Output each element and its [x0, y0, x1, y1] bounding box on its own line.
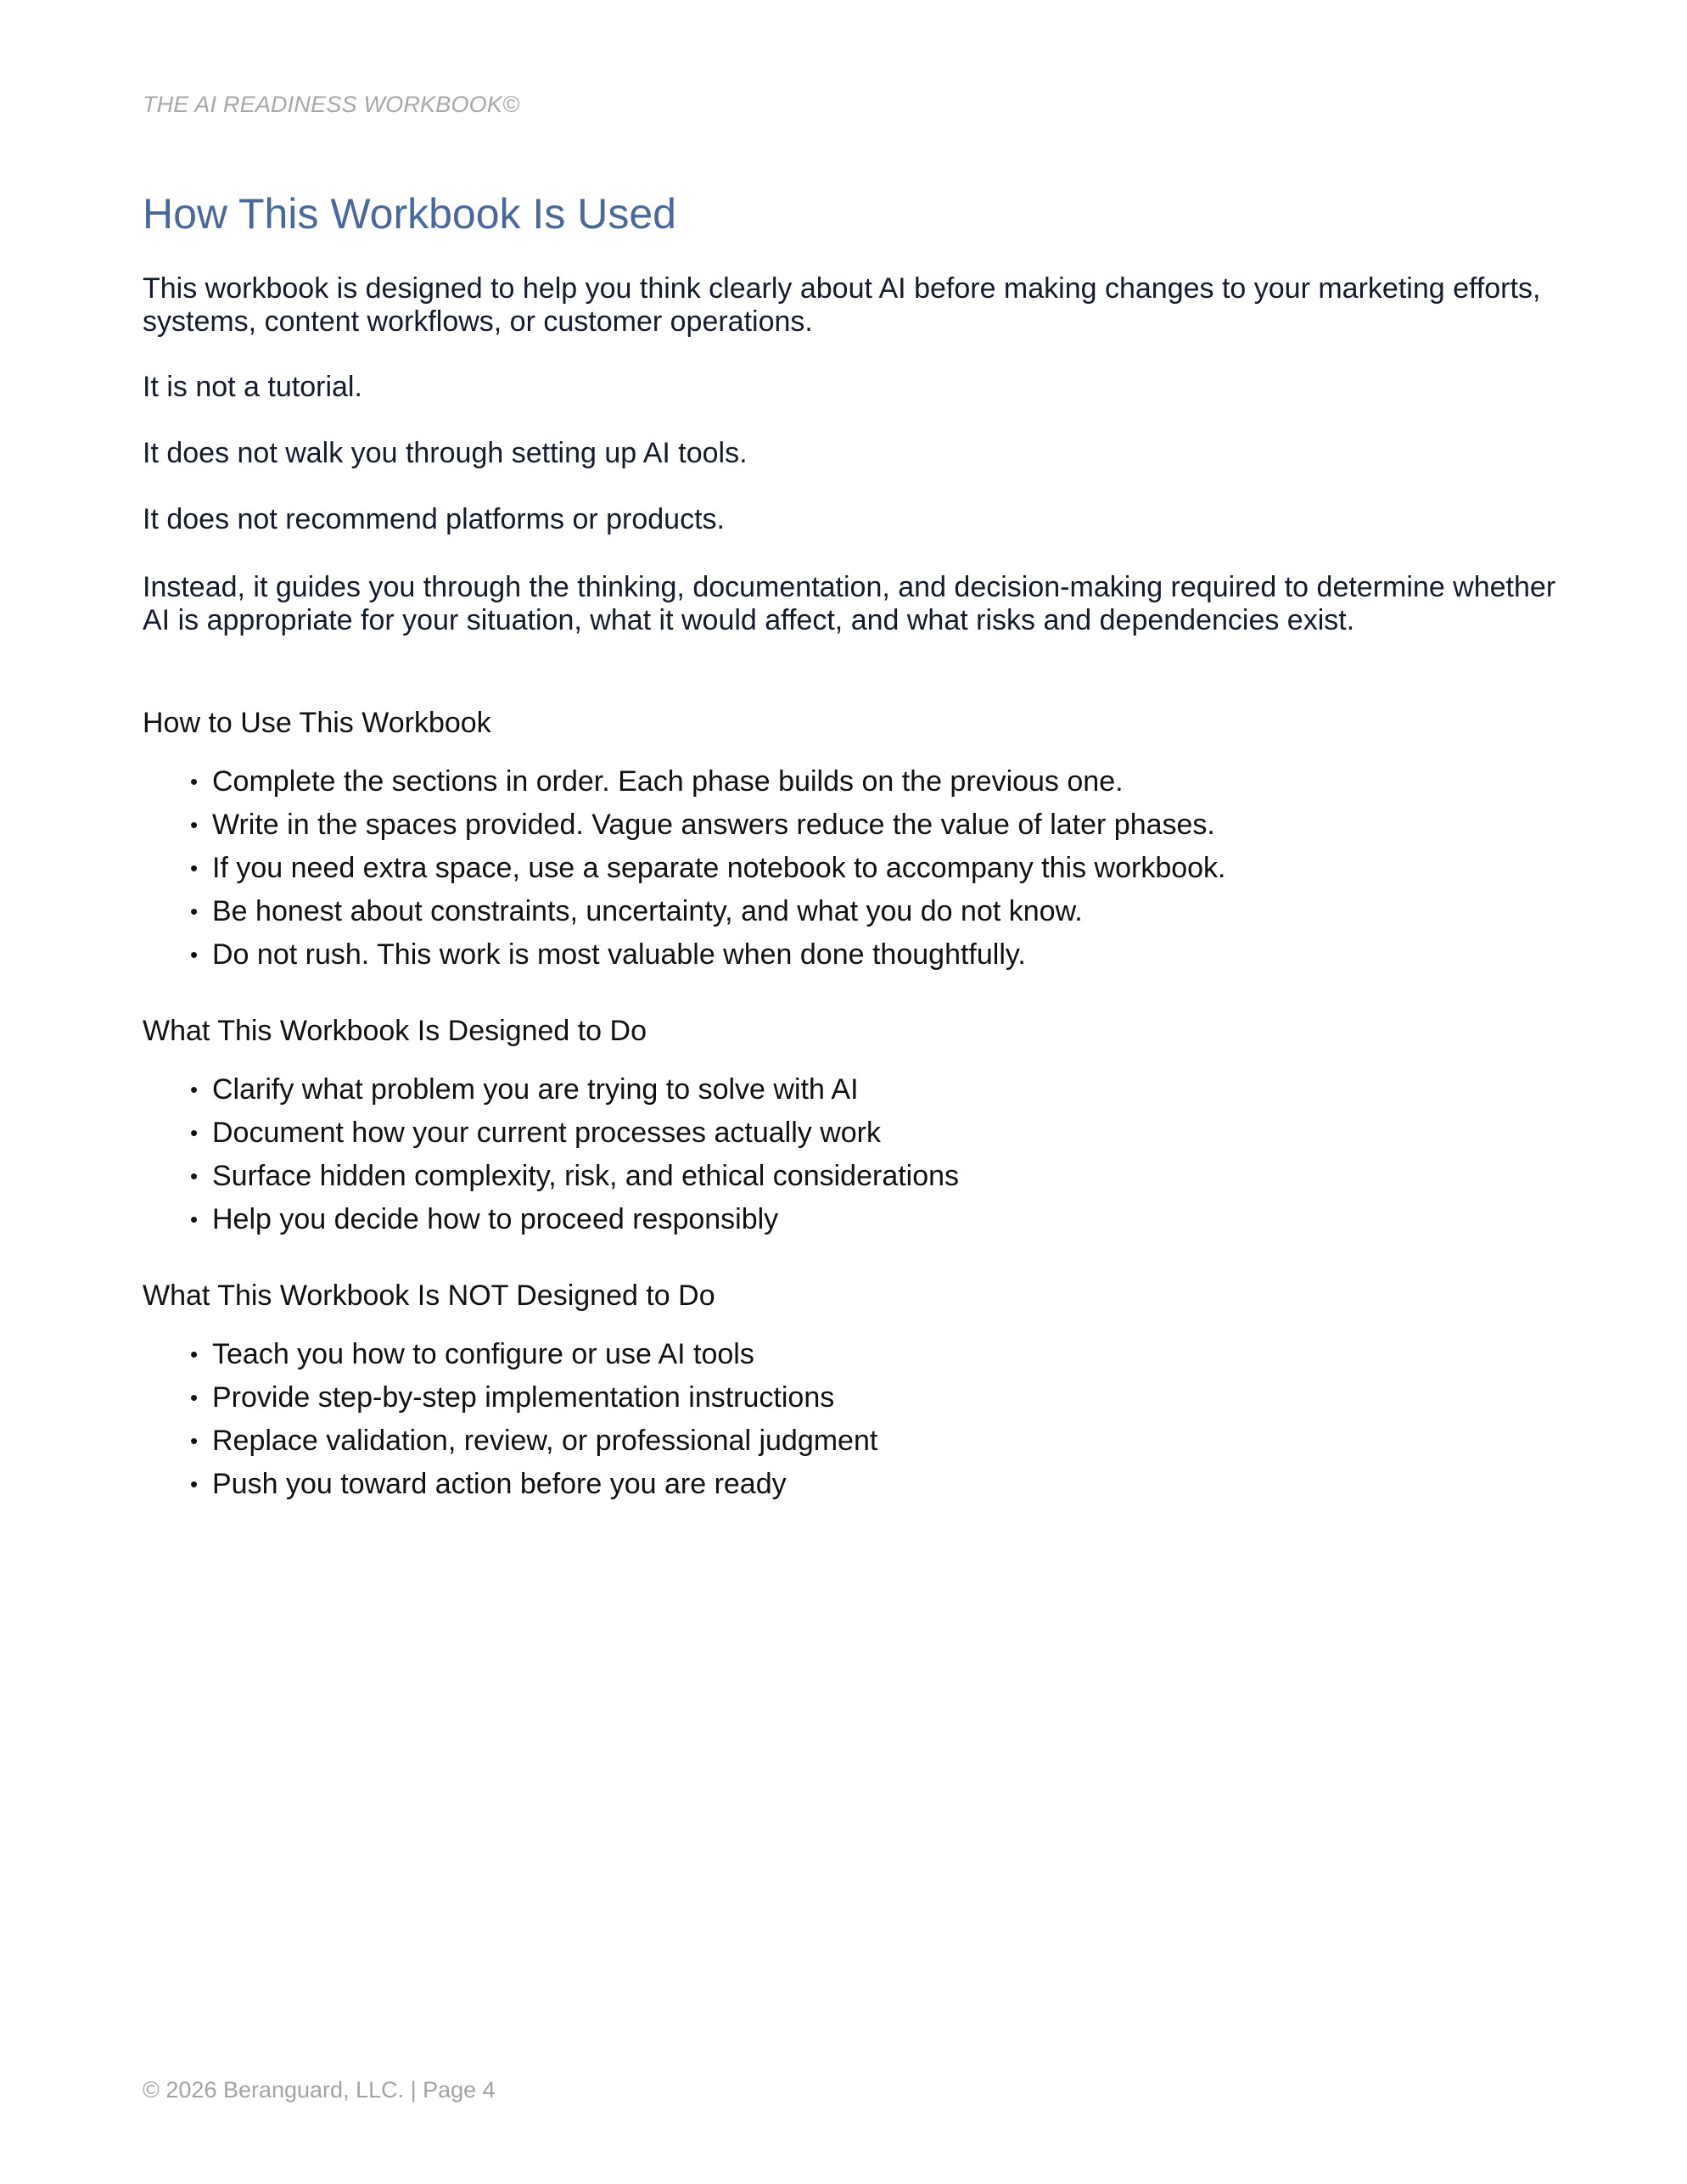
- page-title: How This Workbook Is Used: [143, 190, 676, 238]
- bullet-icon: •: [190, 1163, 199, 1189]
- list-item: • Push you toward action before you are ready: [190, 1463, 877, 1506]
- bullet-icon: •: [190, 1341, 199, 1367]
- not-recommend-statement: It does not recommend platforms or products.: [143, 503, 725, 535]
- bullet-icon: •: [190, 1385, 199, 1410]
- list-item: • Replace validation, review, or professional judgment: [190, 1420, 877, 1463]
- running-header: THE AI READINESS WORKBOOK©: [143, 92, 520, 117]
- page-footer: © 2026 Beranguard, LLC. | Page 4: [143, 2077, 496, 2103]
- list-item: • Provide step-by-step implementation instructions: [190, 1376, 877, 1420]
- list-item: • Clarify what problem you are trying to solve with AI: [190, 1068, 959, 1112]
- bullet-icon: •: [190, 1077, 199, 1102]
- how-to-use-list: [190, 760, 1226, 977]
- not-setup-statement: It does not walk you through setting up AI tools.: [143, 437, 748, 469]
- bullet-icon: •: [190, 1120, 199, 1145]
- intro-paragraph: This workbook is designed to help you think clearly about AI before making changes to your marketing efforts, systems, content workflows, or customer operations.: [143, 272, 1541, 338]
- list-item: • Complete the sections in order. Each phase builds on the previous one.: [190, 760, 1226, 804]
- designed-to-do-heading: What This Workbook Is Designed to Do: [143, 1015, 647, 1047]
- bullet-icon: •: [190, 1471, 199, 1497]
- bullet-icon: •: [190, 1207, 199, 1232]
- not-designed-to-do-list: [190, 1333, 877, 1506]
- bullet-icon: •: [190, 769, 199, 794]
- list-item: • Help you decide how to proceed responsibly: [190, 1198, 959, 1241]
- bullet-icon: •: [190, 855, 199, 881]
- list-item: • Surface hidden complexity, risk, and ethical considerations: [190, 1155, 959, 1198]
- designed-to-do-list: [190, 1068, 959, 1241]
- list-item: • Teach you how to configure or use AI tools: [190, 1333, 877, 1376]
- not-tutorial-statement: It is not a tutorial.: [143, 371, 362, 403]
- list-item: • Document how your current processes actually work: [190, 1112, 959, 1155]
- bullet-icon: •: [190, 1428, 199, 1453]
- list-item: • Be honest about constraints, uncertainty, and what you do not know.: [190, 890, 1226, 933]
- bullet-icon: •: [190, 812, 199, 837]
- bullet-icon: •: [190, 899, 199, 924]
- bullet-icon: •: [190, 942, 199, 967]
- not-designed-to-do-heading: What This Workbook Is NOT Designed to Do: [143, 1280, 715, 1312]
- list-item: • Write in the spaces provided. Vague answers reduce the value of later phases.: [190, 804, 1226, 847]
- list-item: • If you need extra space, use a separate notebook to accompany this workbook.: [190, 847, 1226, 890]
- list-item: • Do not rush. This work is most valuable when done thoughtfully.: [190, 933, 1226, 977]
- how-to-use-heading: How to Use This Workbook: [143, 707, 491, 739]
- instead-paragraph: Instead, it guides you through the thinking, documentation, and decision-making required to determine whether AI is appropriate for your situation, what it would affect, and what risks and dependencies exist.: [143, 571, 1556, 636]
